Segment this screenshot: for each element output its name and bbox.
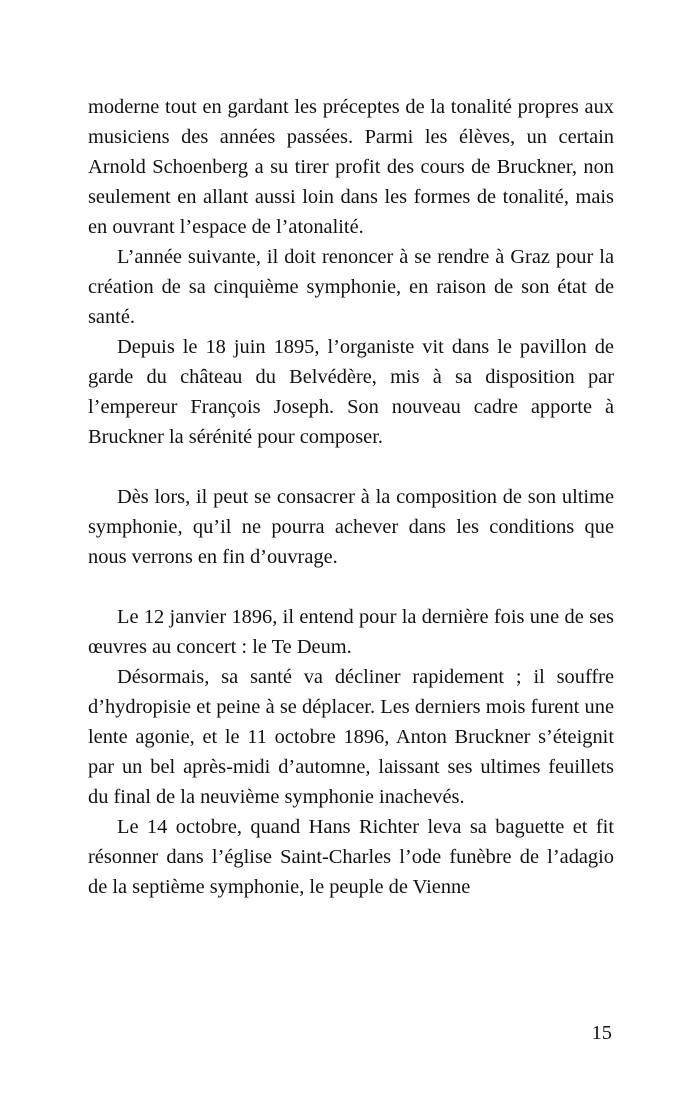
paragraph-4: Dès lors, il peut se consacrer à la composition de son ultime symphonie, qu’il ne pourra achever dans les conditions que nous verrons en fin d’ouvrage. — [88, 486, 614, 568]
page-body — [88, 92, 614, 902]
paragraph-spacer — [88, 452, 614, 482]
paragraph-3: Depuis le 18 juin 1895, l’organiste vit dans le pavillon de garde du château du Belvédère, mis à sa disposition par l’empereur François Joseph. Son nouveau cadre apporte à Bruckner la sérénité pour composer. — [88, 336, 614, 448]
paragraph-5: Le 12 janvier 1896, il entend pour la dernière fois une de ses œuvres au concert : le Te Deum. — [88, 606, 614, 658]
page-number: 15 — [591, 1022, 612, 1044]
paragraph-6: Désormais, sa santé va décliner rapidement ; il souffre d’hydropisie et peine à se déplacer. Les derniers mois furent une lente agonie, et le 11 octobre 1896, Anton Bruckner s’éteignit par un bel après-midi d’automne, laissant ses ultimes feuillets du final de la neuvième symphonie inachevés. — [88, 666, 614, 808]
paragraph-1: moderne tout en gardant les préceptes de la tonalité propres aux musiciens des années passées. Parmi les élèves, un certain Arnold Schoenberg a su tirer profit des cours de Bruckner, non seulement en allant aussi loin dans les formes de tonalité, mais en ouvrant l’espace de l’atonalité. — [88, 96, 614, 238]
paragraph-spacer — [88, 572, 614, 602]
paragraph-2: L’année suivante, il doit renoncer à se rendre à Graz pour la création de sa cinquième symphonie, en raison de son état de santé. — [88, 246, 614, 328]
paragraph-7: Le 14 octobre, quand Hans Richter leva sa baguette et fit résonner dans l’église Saint-Charles l’ode funèbre de l’adagio de la septième symphonie, le peuple de Vienne — [88, 816, 614, 898]
